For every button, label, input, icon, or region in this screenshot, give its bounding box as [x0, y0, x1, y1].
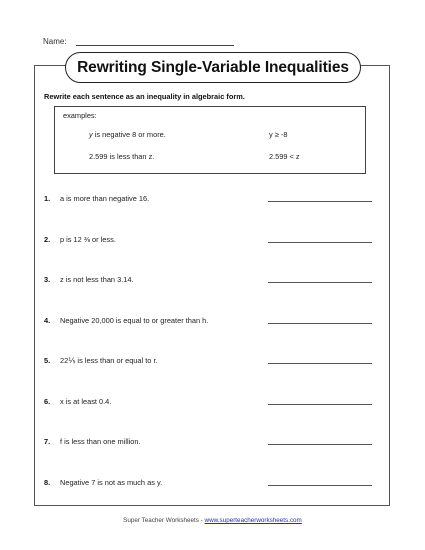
- question-number: 6.: [44, 397, 51, 406]
- question-text: f is less than one million.: [60, 437, 141, 446]
- footer-separator: -: [198, 517, 205, 524]
- question-text: p is 12 ⅜ or less.: [60, 235, 116, 244]
- answer-line-1[interactable]: [268, 201, 372, 202]
- example-1-answer: y ≥ -8: [269, 130, 288, 139]
- question-number: 3.: [44, 275, 51, 284]
- examples-box: [54, 106, 366, 174]
- name-label: Name:: [43, 37, 67, 46]
- question-text: 22⅕ is less than or equal to r.: [60, 356, 158, 365]
- answer-line-6[interactable]: [268, 404, 372, 405]
- answer-line-8[interactable]: [268, 485, 372, 486]
- examples-label: examples:: [63, 111, 97, 120]
- question-text: Negative 20,000 is equal to or greater than h.: [60, 316, 209, 325]
- question-text: a is more than negative 16.: [60, 194, 150, 203]
- example-2-answer: 2.599 < z: [269, 152, 300, 161]
- example-2-text: [89, 152, 154, 161]
- question-text: z is not less than 3.14.: [60, 275, 134, 284]
- question-number: 1.: [44, 194, 51, 203]
- answer-line-5[interactable]: [268, 363, 372, 364]
- footer: [0, 517, 425, 524]
- worksheet-title: Rewriting Single-Variable Inequalities: [65, 52, 361, 83]
- question-text: Negative 7 is not as much as y.: [60, 478, 163, 487]
- question-text: x is at least 0.4.: [60, 397, 112, 406]
- footer-brand: Super Teacher Worksheets: [123, 517, 199, 524]
- instructions: Rewrite each sentence as an inequality in algebraic form.: [44, 92, 245, 101]
- question-number: 4.: [44, 316, 51, 325]
- example-2-rest: 2.599 is less than z.: [89, 152, 155, 161]
- answer-line-4[interactable]: [268, 323, 372, 324]
- question-number: 5.: [44, 356, 51, 365]
- question-number: 8.: [44, 478, 51, 487]
- answer-line-7[interactable]: [268, 444, 372, 445]
- example-1-rest: is negative 8 or more.: [92, 130, 166, 139]
- question-number: 2.: [44, 235, 51, 244]
- footer-link[interactable]: www.superteacherworksheets.com: [204, 517, 302, 524]
- answer-line-2[interactable]: [268, 242, 372, 243]
- name-answer-line[interactable]: [76, 45, 234, 46]
- question-number: 7.: [44, 437, 51, 446]
- example-1-text: [89, 130, 166, 139]
- answer-line-3[interactable]: [268, 282, 372, 283]
- example-1-variable: y: [89, 130, 93, 139]
